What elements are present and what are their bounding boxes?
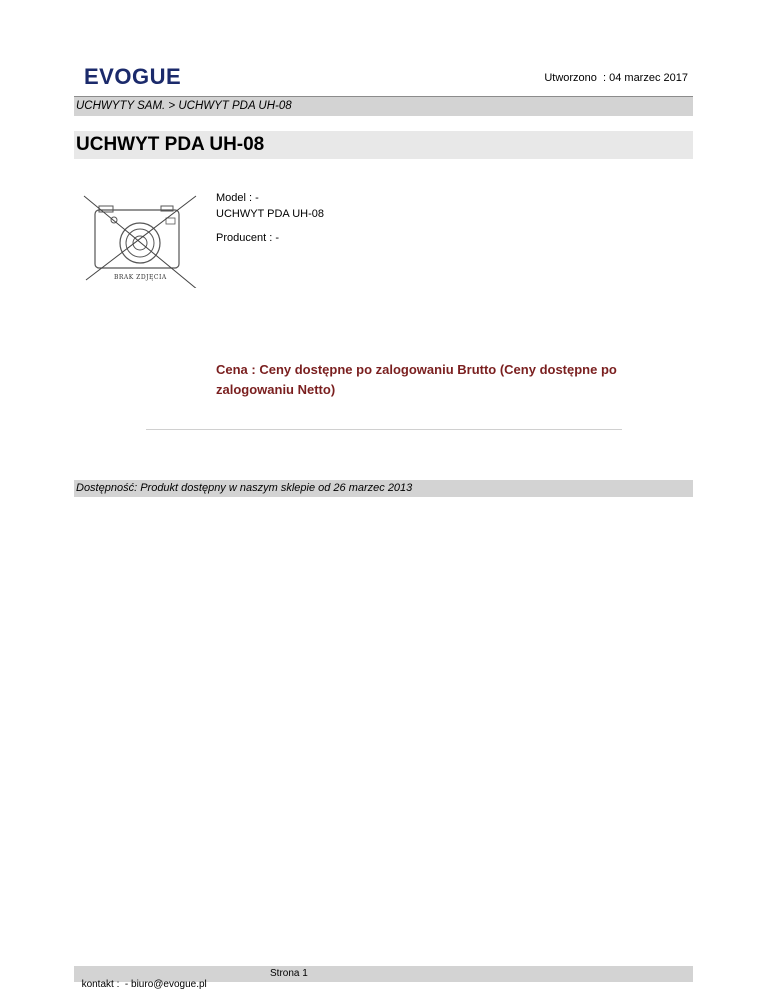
divider — [146, 429, 622, 430]
model-value: UCHWYT PDA UH-08 — [216, 208, 324, 220]
camera-placeholder-icon — [76, 188, 200, 288]
producer-label: Producent : - — [216, 232, 279, 244]
breadcrumb: UCHWYTY SAM. > UCHWYT PDA UH-08 — [74, 96, 693, 116]
footer — [74, 966, 693, 990]
page-title: UCHWYT PDA UH-08 — [74, 131, 693, 159]
created-date: Utworzono : 04 marzec 2017 — [544, 72, 688, 84]
footer-contact: kontakt : - biuro@evogue.pl — [81, 979, 207, 990]
model-label: Model : - — [216, 192, 259, 204]
image-caption: BRAK ZDJĘCIA — [114, 274, 167, 281]
no-photo-image — [76, 188, 200, 288]
price-text: Cena : Ceny dostępne po zalogowaniu Brutto (Ceny dostępne po zalogowaniu Netto) — [216, 362, 617, 397]
logo: EVOGUE — [84, 64, 182, 89]
availability: Dostępność: Produkt dostępny w naszym sklepie od 26 marzec 2013 — [74, 480, 693, 497]
product-info — [216, 190, 324, 246]
page-number: Strona 1 — [270, 968, 308, 979]
